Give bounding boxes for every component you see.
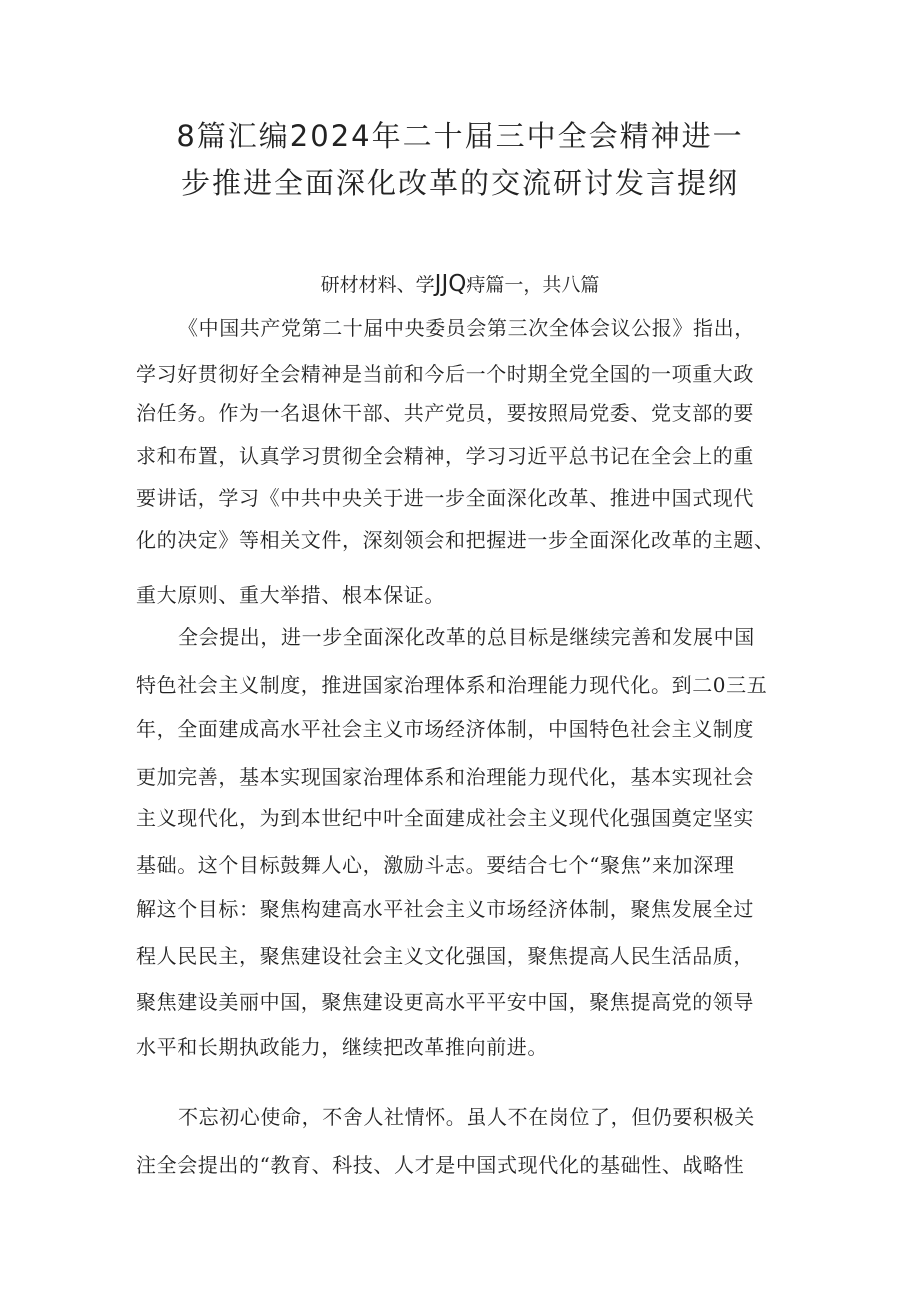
paragraph-2-line-6: 基础。这个目标鼓舞人心，激励斗志。要结合七个“聚焦”来加深理 — [136, 853, 735, 877]
document-subtitle — [0, 270, 920, 297]
paragraph-1-line-6: 化的决定》等相关文件，深刻领会和把握进一步全面深化改革的主题、 — [136, 528, 775, 552]
paragraph-2-line-2: 特色社会主义制度，推进国家治理体系和治理能力现代化。到二0三五 — [136, 673, 768, 697]
paragraph-2-line-9: 聚焦建设美丽中国，聚焦建设更高水平平安中国，聚焦提高党的领导 — [136, 990, 754, 1014]
paragraph-2-line-4: 更加完善，基本实现国家治理体系和治理能力现代化，基本实现社会 — [136, 765, 754, 789]
paragraph-2-line-7: 解这个目标：聚焦构建高水平社会主义市场经济体制，聚焦发展全过 — [136, 897, 754, 921]
paragraph-3-line-2: 注全会提出的“教育、科技、人才是中国式现代化的基础性、战略性 — [136, 1153, 745, 1177]
paragraph-2-line-3: 年，全面建成高水平社会主义市场经济体制，中国特色社会主义制度 — [136, 717, 754, 741]
paragraph-1-line-2: 学习好贯彻好全会精神是当前和今后一个时期全党全国的一项重大政 — [136, 362, 754, 386]
paragraph-2-line-5: 主义现代化，为到本世纪中叶全面建成社会主义现代化强国奠定坚实 — [136, 806, 754, 830]
paragraph-2-line-10: 水平和长期执政能力，继续把改革推向前进。 — [136, 1035, 548, 1059]
subtitle-garbled-text: JJQ — [434, 271, 467, 297]
paragraph-1-line-1: 《中国共产党第二十届中央委员会第三次全体会议公报》指出， — [178, 316, 755, 340]
paragraph-1-line-4: 求和布置，认真学习贯彻全会精神，学习习近平总书记在全会上的重 — [136, 444, 754, 468]
subtitle-suffix: 痔篇一，共八篇 — [466, 274, 600, 296]
paragraph-1-line-5: 要讲话，学习《中共中央关于进一步全面深化改革、推进中国式现代 — [136, 486, 754, 510]
subtitle-prefix: 研材材料、学 — [320, 274, 435, 296]
document-title-line-1: 8篇汇编2024年二十届三中全会精神进一 — [176, 119, 744, 153]
document-title-line-2: 步推进全面深化改革的交流研讨发言提纲 — [180, 166, 739, 200]
paragraph-1-line-7: 重大原则、重大举措、根本保证。 — [136, 583, 445, 607]
paragraph-2-line-8: 程人民民主，聚焦建设社会主义文化强国，聚焦提高人民生活品质， — [136, 944, 754, 968]
paragraph-3-line-1: 不忘初心使命，不舍人社情怀。虽人不在岗位了，但仍要积极关 — [178, 1105, 755, 1129]
paragraph-1-line-3: 治任务。作为一名退休干部、共产党员，要按照局党委、党支部的要 — [136, 401, 754, 425]
paragraph-2-line-1: 全会提出，进一步全面深化改革的总目标是继续完善和发展中国 — [178, 625, 755, 649]
